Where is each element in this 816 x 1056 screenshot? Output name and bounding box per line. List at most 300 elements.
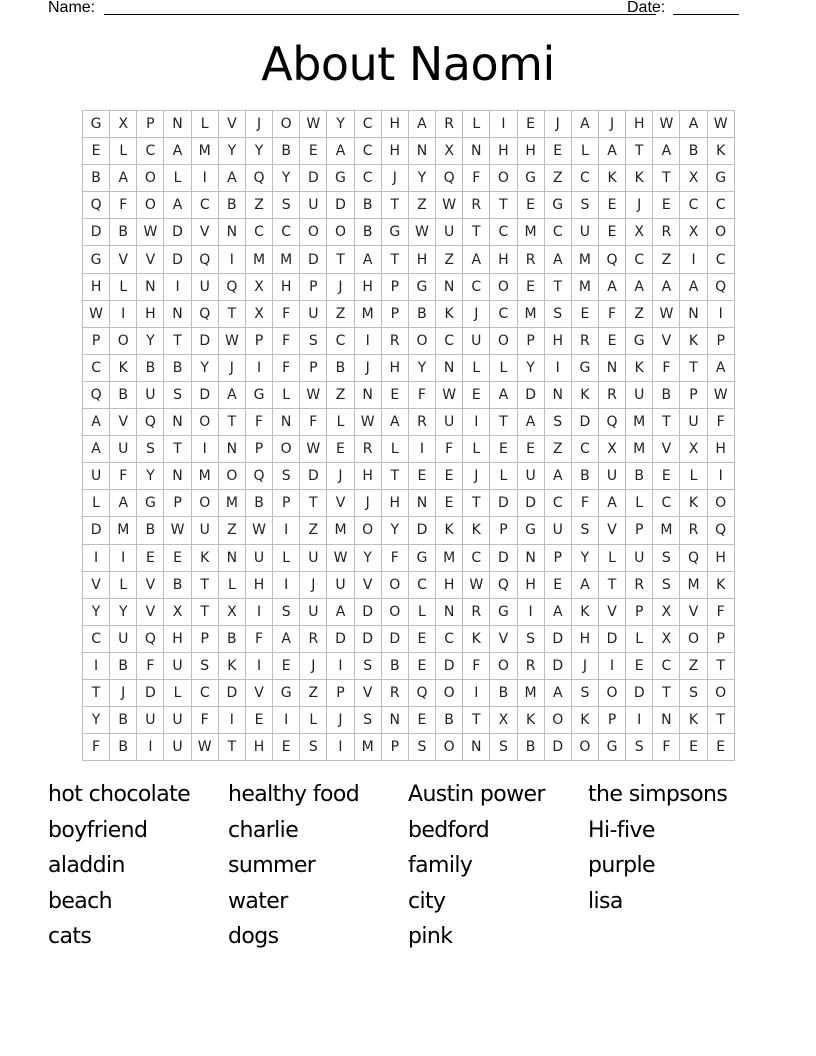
grid-cell[interactable]: I (463, 679, 490, 706)
grid-cell[interactable]: M (571, 273, 598, 300)
grid-cell[interactable]: W (300, 111, 327, 138)
grid-cell[interactable]: M (191, 463, 218, 490)
grid-cell[interactable]: I (327, 734, 354, 761)
grid-cell[interactable]: L (680, 463, 707, 490)
grid-cell[interactable]: B (110, 381, 137, 408)
grid-cell[interactable]: H (381, 354, 408, 381)
grid-cell[interactable]: Z (300, 679, 327, 706)
grid-cell[interactable]: C (191, 679, 218, 706)
grid-cell[interactable]: A (110, 490, 137, 517)
grid-cell[interactable]: F (83, 734, 110, 761)
grid-cell[interactable]: V (653, 436, 680, 463)
grid-cell[interactable]: F (598, 300, 625, 327)
grid-cell[interactable]: W (354, 409, 381, 436)
grid-cell[interactable]: B (137, 354, 164, 381)
grid-cell[interactable]: P (490, 517, 517, 544)
grid-cell[interactable]: P (626, 598, 653, 625)
grid-cell[interactable]: W (300, 381, 327, 408)
grid-cell[interactable]: K (463, 517, 490, 544)
grid-cell[interactable]: F (300, 409, 327, 436)
grid-cell[interactable]: W (218, 327, 245, 354)
grid-cell[interactable]: P (381, 734, 408, 761)
grid-cell[interactable]: E (707, 734, 734, 761)
date-blank-line[interactable] (673, 0, 739, 15)
grid-cell[interactable]: C (544, 219, 571, 246)
grid-cell[interactable]: O (707, 679, 734, 706)
grid-cell[interactable]: D (490, 490, 517, 517)
grid-cell[interactable]: I (137, 734, 164, 761)
grid-cell[interactable]: G (327, 165, 354, 192)
grid-cell[interactable]: A (164, 192, 191, 219)
grid-cell[interactable]: Y (273, 165, 300, 192)
grid-cell[interactable]: D (300, 463, 327, 490)
grid-cell[interactable]: U (327, 571, 354, 598)
grid-cell[interactable]: I (245, 354, 272, 381)
grid-cell[interactable]: D (164, 246, 191, 273)
grid-cell[interactable]: N (164, 409, 191, 436)
grid-cell[interactable]: M (626, 409, 653, 436)
grid-cell[interactable]: A (571, 571, 598, 598)
grid-cell[interactable]: W (653, 111, 680, 138)
grid-cell[interactable]: U (164, 652, 191, 679)
grid-cell[interactable]: T (707, 652, 734, 679)
grid-cell[interactable]: T (463, 219, 490, 246)
grid-cell[interactable]: B (110, 707, 137, 734)
grid-cell[interactable]: K (110, 354, 137, 381)
grid-cell[interactable]: X (626, 219, 653, 246)
grid-cell[interactable]: F (245, 409, 272, 436)
grid-cell[interactable]: E (517, 273, 544, 300)
grid-cell[interactable]: B (327, 354, 354, 381)
grid-cell[interactable]: C (354, 138, 381, 165)
grid-cell[interactable]: A (598, 490, 625, 517)
grid-cell[interactable]: C (490, 219, 517, 246)
grid-cell[interactable]: E (653, 192, 680, 219)
grid-cell[interactable]: U (300, 544, 327, 571)
grid-cell[interactable]: L (300, 707, 327, 734)
grid-cell[interactable]: A (517, 409, 544, 436)
grid-cell[interactable]: B (137, 517, 164, 544)
grid-cell[interactable]: B (83, 165, 110, 192)
grid-cell[interactable]: K (626, 354, 653, 381)
grid-cell[interactable]: P (300, 273, 327, 300)
grid-cell[interactable]: F (381, 544, 408, 571)
grid-cell[interactable]: Y (83, 598, 110, 625)
grid-cell[interactable]: U (517, 463, 544, 490)
grid-cell[interactable]: F (436, 436, 463, 463)
grid-cell[interactable]: J (245, 111, 272, 138)
grid-cell[interactable]: D (218, 679, 245, 706)
grid-cell[interactable]: O (191, 490, 218, 517)
grid-cell[interactable]: D (354, 598, 381, 625)
grid-cell[interactable]: Y (327, 111, 354, 138)
grid-cell[interactable]: I (598, 652, 625, 679)
grid-cell[interactable]: R (571, 327, 598, 354)
grid-cell[interactable]: O (707, 219, 734, 246)
grid-cell[interactable]: D (571, 409, 598, 436)
grid-cell[interactable]: I (273, 707, 300, 734)
grid-cell[interactable]: T (490, 192, 517, 219)
grid-cell[interactable]: N (164, 300, 191, 327)
grid-cell[interactable]: Z (436, 246, 463, 273)
grid-cell[interactable]: W (707, 381, 734, 408)
grid-cell[interactable]: C (490, 300, 517, 327)
grid-cell[interactable]: L (626, 490, 653, 517)
grid-cell[interactable]: S (164, 381, 191, 408)
grid-cell[interactable]: I (408, 436, 435, 463)
grid-cell[interactable]: V (218, 111, 245, 138)
grid-cell[interactable]: E (463, 381, 490, 408)
grid-cell[interactable]: K (707, 138, 734, 165)
grid-cell[interactable]: B (164, 571, 191, 598)
grid-cell[interactable]: Y (137, 463, 164, 490)
grid-cell[interactable]: J (327, 463, 354, 490)
grid-cell[interactable]: C (653, 490, 680, 517)
grid-cell[interactable]: D (517, 381, 544, 408)
grid-cell[interactable]: L (381, 436, 408, 463)
grid-cell[interactable]: H (381, 490, 408, 517)
grid-cell[interactable]: H (707, 436, 734, 463)
grid-cell[interactable]: L (626, 625, 653, 652)
grid-cell[interactable]: H (164, 625, 191, 652)
grid-cell[interactable]: P (707, 327, 734, 354)
grid-cell[interactable]: E (517, 111, 544, 138)
grid-cell[interactable]: F (273, 327, 300, 354)
grid-cell[interactable]: D (327, 625, 354, 652)
grid-cell[interactable]: I (218, 246, 245, 273)
grid-cell[interactable]: B (354, 219, 381, 246)
grid-cell[interactable]: H (245, 734, 272, 761)
grid-cell[interactable]: F (245, 625, 272, 652)
grid-cell[interactable]: K (436, 517, 463, 544)
grid-cell[interactable]: F (571, 490, 598, 517)
grid-cell[interactable]: G (245, 381, 272, 408)
grid-cell[interactable]: H (571, 625, 598, 652)
grid-cell[interactable]: D (544, 734, 571, 761)
grid-cell[interactable]: V (110, 409, 137, 436)
grid-cell[interactable]: S (490, 734, 517, 761)
grid-cell[interactable]: G (137, 490, 164, 517)
grid-cell[interactable]: I (544, 354, 571, 381)
grid-cell[interactable]: R (436, 111, 463, 138)
grid-cell[interactable]: O (354, 517, 381, 544)
grid-cell[interactable]: E (327, 436, 354, 463)
grid-cell[interactable]: H (490, 246, 517, 273)
grid-cell[interactable]: B (653, 381, 680, 408)
grid-cell[interactable]: A (83, 409, 110, 436)
grid-cell[interactable]: M (517, 679, 544, 706)
grid-cell[interactable]: R (381, 327, 408, 354)
grid-cell[interactable]: R (408, 409, 435, 436)
grid-cell[interactable]: E (544, 138, 571, 165)
grid-cell[interactable]: K (436, 300, 463, 327)
grid-cell[interactable]: X (598, 436, 625, 463)
grid-cell[interactable]: F (273, 300, 300, 327)
grid-cell[interactable]: D (164, 219, 191, 246)
grid-cell[interactable]: S (544, 409, 571, 436)
grid-cell[interactable]: O (680, 625, 707, 652)
grid-cell[interactable]: T (544, 273, 571, 300)
grid-cell[interactable]: Q (83, 192, 110, 219)
grid-cell[interactable]: P (83, 327, 110, 354)
grid-cell[interactable]: A (354, 246, 381, 273)
grid-cell[interactable]: U (680, 409, 707, 436)
grid-cell[interactable]: T (381, 246, 408, 273)
grid-cell[interactable]: C (544, 490, 571, 517)
grid-cell[interactable]: S (300, 327, 327, 354)
grid-cell[interactable]: K (191, 544, 218, 571)
grid-cell[interactable]: O (490, 652, 517, 679)
grid-cell[interactable]: F (191, 707, 218, 734)
grid-cell[interactable]: B (571, 463, 598, 490)
grid-cell[interactable]: F (653, 734, 680, 761)
grid-cell[interactable]: V (191, 219, 218, 246)
grid-cell[interactable]: L (490, 463, 517, 490)
grid-cell[interactable]: S (517, 625, 544, 652)
grid-cell[interactable]: N (436, 354, 463, 381)
grid-cell[interactable]: M (517, 219, 544, 246)
grid-cell[interactable]: P (164, 490, 191, 517)
grid-cell[interactable]: S (191, 652, 218, 679)
grid-cell[interactable]: X (218, 598, 245, 625)
grid-cell[interactable]: R (598, 381, 625, 408)
grid-cell[interactable]: O (191, 409, 218, 436)
grid-cell[interactable]: R (463, 192, 490, 219)
grid-cell[interactable]: L (164, 679, 191, 706)
grid-cell[interactable]: L (327, 409, 354, 436)
name-blank-line[interactable] (104, 0, 656, 15)
grid-cell[interactable]: T (164, 327, 191, 354)
grid-cell[interactable]: I (517, 598, 544, 625)
grid-cell[interactable]: G (707, 165, 734, 192)
grid-cell[interactable]: V (137, 571, 164, 598)
grid-cell[interactable]: K (517, 707, 544, 734)
grid-cell[interactable]: J (544, 111, 571, 138)
grid-cell[interactable]: Y (408, 165, 435, 192)
grid-cell[interactable]: R (517, 652, 544, 679)
grid-cell[interactable]: F (137, 652, 164, 679)
grid-cell[interactable]: B (273, 138, 300, 165)
grid-cell[interactable]: E (300, 138, 327, 165)
grid-cell[interactable]: E (490, 436, 517, 463)
grid-cell[interactable]: L (83, 490, 110, 517)
grid-cell[interactable]: M (354, 734, 381, 761)
grid-cell[interactable]: A (571, 111, 598, 138)
grid-cell[interactable]: E (137, 544, 164, 571)
grid-cell[interactable]: M (191, 138, 218, 165)
grid-cell[interactable]: K (598, 165, 625, 192)
grid-cell[interactable]: C (83, 354, 110, 381)
grid-cell[interactable]: H (626, 111, 653, 138)
grid-cell[interactable]: A (381, 409, 408, 436)
grid-cell[interactable]: E (245, 707, 272, 734)
grid-cell[interactable]: A (490, 381, 517, 408)
grid-cell[interactable]: Q (245, 165, 272, 192)
grid-cell[interactable]: A (598, 138, 625, 165)
grid-cell[interactable]: G (408, 273, 435, 300)
grid-cell[interactable]: T (381, 463, 408, 490)
grid-cell[interactable]: X (680, 219, 707, 246)
grid-cell[interactable]: B (680, 138, 707, 165)
grid-cell[interactable]: K (571, 598, 598, 625)
grid-cell[interactable]: F (110, 463, 137, 490)
grid-cell[interactable]: I (707, 300, 734, 327)
grid-cell[interactable]: C (327, 327, 354, 354)
grid-cell[interactable]: Q (598, 246, 625, 273)
grid-cell[interactable]: Z (218, 517, 245, 544)
grid-cell[interactable]: W (653, 300, 680, 327)
grid-cell[interactable]: I (110, 300, 137, 327)
grid-cell[interactable]: E (273, 734, 300, 761)
grid-cell[interactable]: E (517, 192, 544, 219)
grid-cell[interactable]: T (300, 490, 327, 517)
grid-cell[interactable]: A (544, 598, 571, 625)
grid-cell[interactable]: I (354, 327, 381, 354)
grid-cell[interactable]: A (110, 165, 137, 192)
grid-cell[interactable]: Y (408, 354, 435, 381)
grid-cell[interactable]: D (598, 625, 625, 652)
grid-cell[interactable]: A (327, 138, 354, 165)
grid-cell[interactable]: S (571, 517, 598, 544)
grid-cell[interactable]: A (544, 679, 571, 706)
grid-cell[interactable]: T (653, 165, 680, 192)
grid-cell[interactable]: V (354, 571, 381, 598)
grid-cell[interactable]: I (707, 463, 734, 490)
grid-cell[interactable]: X (164, 598, 191, 625)
grid-cell[interactable]: U (245, 544, 272, 571)
grid-cell[interactable]: V (653, 327, 680, 354)
grid-cell[interactable]: Y (381, 517, 408, 544)
grid-cell[interactable]: X (110, 111, 137, 138)
grid-cell[interactable]: W (707, 111, 734, 138)
grid-cell[interactable]: K (707, 571, 734, 598)
grid-cell[interactable]: G (517, 517, 544, 544)
grid-cell[interactable]: Q (218, 273, 245, 300)
grid-cell[interactable]: O (300, 219, 327, 246)
grid-cell[interactable]: O (490, 273, 517, 300)
grid-cell[interactable]: V (598, 598, 625, 625)
grid-cell[interactable]: U (626, 544, 653, 571)
grid-cell[interactable]: L (110, 273, 137, 300)
grid-cell[interactable]: C (571, 165, 598, 192)
grid-cell[interactable]: D (517, 490, 544, 517)
grid-cell[interactable]: B (517, 734, 544, 761)
grid-cell[interactable]: T (327, 246, 354, 273)
grid-cell[interactable]: L (273, 544, 300, 571)
grid-cell[interactable]: T (653, 679, 680, 706)
grid-cell[interactable]: B (110, 652, 137, 679)
grid-cell[interactable]: L (463, 111, 490, 138)
grid-cell[interactable]: L (463, 436, 490, 463)
grid-cell[interactable]: N (436, 598, 463, 625)
grid-cell[interactable]: O (381, 598, 408, 625)
grid-cell[interactable]: T (218, 734, 245, 761)
grid-cell[interactable]: I (626, 707, 653, 734)
grid-cell[interactable]: E (408, 707, 435, 734)
grid-cell[interactable]: B (354, 192, 381, 219)
grid-cell[interactable]: M (327, 517, 354, 544)
grid-cell[interactable]: F (707, 409, 734, 436)
grid-cell[interactable]: H (137, 300, 164, 327)
grid-cell[interactable]: O (544, 707, 571, 734)
grid-cell[interactable]: B (408, 300, 435, 327)
grid-cell[interactable]: I (110, 544, 137, 571)
grid-cell[interactable]: T (653, 409, 680, 436)
grid-cell[interactable]: I (191, 436, 218, 463)
grid-cell[interactable]: K (680, 490, 707, 517)
grid-cell[interactable]: V (137, 598, 164, 625)
grid-cell[interactable]: B (245, 490, 272, 517)
grid-cell[interactable]: D (191, 327, 218, 354)
grid-cell[interactable]: H (490, 138, 517, 165)
grid-cell[interactable]: P (273, 490, 300, 517)
grid-cell[interactable]: L (218, 571, 245, 598)
grid-cell[interactable]: J (598, 111, 625, 138)
grid-cell[interactable]: U (571, 219, 598, 246)
grid-cell[interactable]: D (137, 679, 164, 706)
grid-cell[interactable]: P (544, 544, 571, 571)
grid-cell[interactable]: J (327, 273, 354, 300)
grid-cell[interactable]: H (245, 571, 272, 598)
grid-cell[interactable]: U (598, 463, 625, 490)
grid-cell[interactable]: U (300, 192, 327, 219)
grid-cell[interactable]: S (653, 544, 680, 571)
grid-cell[interactable]: D (300, 165, 327, 192)
grid-cell[interactable]: Z (327, 381, 354, 408)
grid-cell[interactable]: Q (137, 409, 164, 436)
grid-cell[interactable]: H (273, 273, 300, 300)
grid-cell[interactable]: F (463, 652, 490, 679)
grid-cell[interactable]: G (273, 679, 300, 706)
grid-cell[interactable]: R (626, 571, 653, 598)
grid-cell[interactable]: C (626, 246, 653, 273)
grid-cell[interactable]: J (463, 300, 490, 327)
grid-cell[interactable]: M (245, 246, 272, 273)
grid-cell[interactable]: A (626, 273, 653, 300)
grid-cell[interactable]: B (110, 219, 137, 246)
grid-cell[interactable]: P (245, 327, 272, 354)
grid-cell[interactable]: M (571, 246, 598, 273)
grid-cell[interactable]: Y (137, 327, 164, 354)
grid-cell[interactable]: N (273, 409, 300, 436)
grid-cell[interactable]: N (164, 111, 191, 138)
grid-cell[interactable]: T (191, 598, 218, 625)
grid-cell[interactable]: K (463, 625, 490, 652)
grid-cell[interactable]: E (408, 625, 435, 652)
grid-cell[interactable]: E (381, 381, 408, 408)
grid-cell[interactable]: S (354, 652, 381, 679)
grid-cell[interactable]: L (110, 571, 137, 598)
grid-cell[interactable]: L (273, 381, 300, 408)
grid-cell[interactable]: X (680, 436, 707, 463)
grid-cell[interactable]: J (218, 354, 245, 381)
grid-cell[interactable]: Q (191, 300, 218, 327)
grid-cell[interactable]: Y (191, 354, 218, 381)
grid-cell[interactable]: G (598, 734, 625, 761)
grid-cell[interactable]: Q (408, 679, 435, 706)
grid-cell[interactable]: E (680, 734, 707, 761)
grid-cell[interactable]: O (571, 734, 598, 761)
grid-cell[interactable]: B (436, 707, 463, 734)
grid-cell[interactable]: L (490, 354, 517, 381)
grid-cell[interactable]: W (327, 544, 354, 571)
grid-cell[interactable]: Q (598, 409, 625, 436)
grid-cell[interactable]: V (110, 246, 137, 273)
grid-cell[interactable]: T (463, 490, 490, 517)
grid-cell[interactable]: W (245, 517, 272, 544)
grid-cell[interactable]: U (110, 436, 137, 463)
grid-cell[interactable]: P (381, 273, 408, 300)
